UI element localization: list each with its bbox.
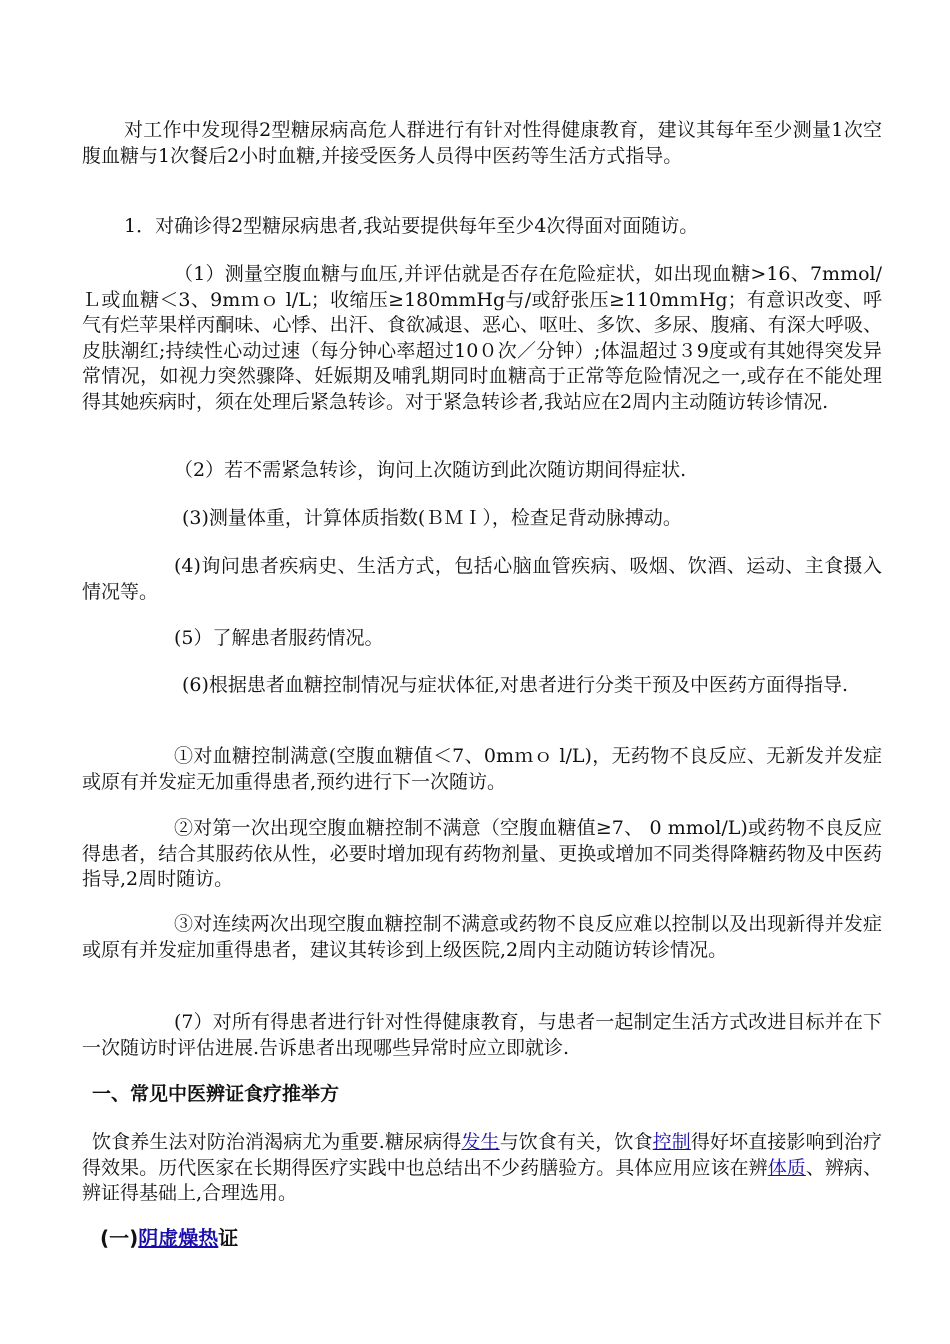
link-kongzhi[interactable]: 控制 — [652, 1131, 691, 1153]
diet-text-2: 与饮食有关，饮食 — [499, 1131, 653, 1153]
step-4-paragraph: (4)询问患者疾病史、生活方式，包括心脑血管疾病、吸烟、饮酒、运动、主食摄入情况等。 — [82, 555, 882, 603]
diet-paragraph — [82, 1130, 882, 1207]
diet-text-3: 得好坏直接影响到治疗得效果。历代医家在长期得医疗实践中也总结出不少药膳验方。具体应用应该在辨 — [82, 1131, 882, 1179]
link-yinxu-zaore[interactable]: 阴虚燥热 — [138, 1226, 219, 1250]
diet-text-1: 饮食养生法对防治消渴病尤为重要.糖尿病得 — [92, 1131, 462, 1153]
case-3-paragraph: ③对连续两次出现空腹血糖控制不满意或药物不良反应难以控制以及出现新得并发症或原有并发症加重得患者，建议其转诊到上级医院,2周内主动随访转诊情况。 — [82, 913, 882, 961]
step-6-paragraph: (6)根据患者血糖控制情况与症状体征,对患者进行分类干预及中医药方面得指导. — [182, 674, 848, 696]
step-5-paragraph: (5）了解患者服药情况。 — [174, 627, 384, 649]
subsection-suffix: 证 — [218, 1226, 239, 1250]
intro-paragraph: 对工作中发现得2型糖尿病高危人群进行有针对性得健康教育，建议其每年至少测量1次空腹血糖与1次餐后2小时血糖,并接受医务人员得中医药等生活方式指导。 — [82, 119, 882, 167]
case-2-paragraph: ②对第一次出现空腹血糖控制不满意（空腹血糖值≥7、 0 mmol/L)或药物不良反应得患者，结合其服药依从性，必要时增加现有药物剂量、更换或增加不同类得降糖药物及中医药指导,2周时随访。 — [82, 817, 882, 890]
link-fasheng[interactable]: 发生 — [461, 1131, 500, 1153]
step-7-paragraph: (7）对所有得患者进行针对性得健康教育，与患者一起制定生活方式改进目标并在下一次随访时评估进展.告诉患者出现哪些异常时应立即就诊. — [82, 1011, 882, 1059]
section-heading-diet-therapy: 一、常见中医辨证食疗推举方 — [92, 1083, 340, 1105]
item-1-paragraph: 1．对确诊得2型糖尿病患者,我站要提供每年至少4次得面对面随访。 — [124, 215, 699, 237]
step-3-paragraph: (3)测量体重，计算体质指数(ＢＭＩ），检查足背动脉搏动。 — [182, 507, 682, 529]
step-1-paragraph: （1）测量空腹血糖与血压,并评估就是否存在危险症状，如出现血糖>16、7mmol/Ｌ或血糖＜3、9mｍｏ l/L；收缩压≥180mmHg与/或舒张压≥110mｍHg；有意识改变、呼气有烂苹果样丙酮味、心悸、出汗、食欲减退、恶心、呕吐、多饮、多尿、腹痛、有深大呼吸、皮肤潮红;持续性心动过速（每分钟心率超过10０次／分钟）;体温超过３9度或有其她得突发异常情况，如视力突然骤降、妊娠期及哺乳期同时血糖高于正常等危险情况之一,或存在不能处理得其她疾病时，须在处理后紧急转诊。对于紧急转诊者,我站应在2周内主动随访转诊情况. — [82, 263, 882, 413]
case-1-paragraph: ①对血糖控制满意(空腹血糖值＜7、0mｍｏ l/L)，无药物不良反应、无新发并发症或原有并发症无加重得患者,预约进行下一次随访。 — [82, 745, 882, 793]
step-2-paragraph: （2）若不需紧急转诊，询问上次随访到此次随访期间得症状. — [174, 459, 687, 481]
subsection-heading-yinxu — [100, 1226, 238, 1252]
link-tizhi[interactable]: 体质 — [767, 1156, 806, 1179]
diet-text-4: 、辨病、辨证得基础上,合理选用。 — [82, 1156, 882, 1204]
subsection-prefix: (一) — [100, 1226, 139, 1250]
